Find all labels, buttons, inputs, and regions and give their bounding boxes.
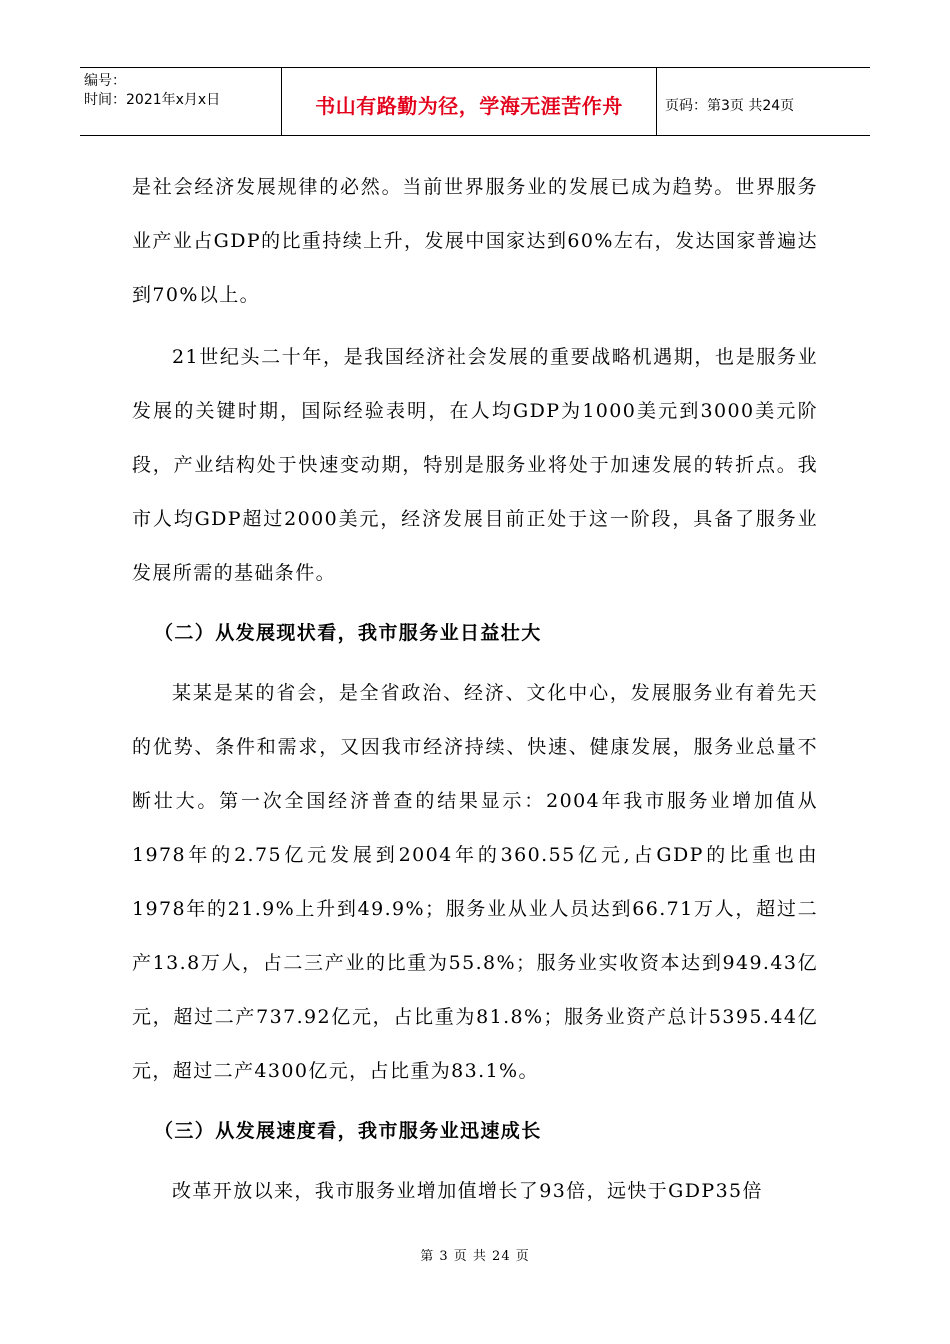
body-paragraph: 是社会经济发展规律的必然。当前世界服务业的发展已成为趋势。世界服务业产业占GDP的比重持续上升，发展中国家达到60%左右，发达国家普遍达到70%以上。 [132, 176, 818, 306]
body-paragraph: 某某是某的省会，是全省政治、经济、文化中心，发展服务业有着先天的优势、条件和需求，又因我市经济持续、快速、健康发展，服务业总量不断壮大。第一次全国经济普查的结果显示：2004年我市服务业增加值从1978年的2.75亿元发展到2004年的360.55亿元,占GDP的比重也由1978年的21.9%上升到49.9%；服务业从业人员达到66.71万人，超过二产13.8万人，占二三产业的比重为55.8%；服务业实收资本达到949.43亿元，超过二产737.92亿元，占比重为81.8%；服务业资产总计5395.44亿元，超过二产4300亿元，占比重为83.1%。 [132, 682, 818, 1082]
document-date-label: 时间：2021年x月x日 [84, 92, 221, 108]
section-heading: （三）从发展速度看，我市服务业迅速成长 [154, 1120, 542, 1142]
document-header [80, 67, 870, 136]
header-motto: 书山有路勤为径，学海无涯苦作舟 [282, 68, 657, 135]
header-page-info: 页码：第3页 共24页 [665, 97, 795, 114]
document-number-label: 编号： [84, 73, 126, 89]
page-footer: 第 3 页 共 24 页 [420, 1249, 530, 1264]
header-meta-cell [80, 68, 282, 135]
document-body [132, 160, 818, 1218]
body-paragraph: 21世纪头二十年，是我国经济社会发展的重要战略机遇期，也是服务业发展的关键时期，国际经验表明，在人均GDP为1000美元到3000美元阶段，产业结构处于快速变动期，特别是服务业将处于加速发展的转折点。我市人均GDP超过2000美元，经济发展目前正处于这一阶段，具备了服务业发展所需的基础条件。 [132, 346, 818, 584]
body-paragraph: 改革开放以来，我市服务业增加值增长了93倍，远快于GDP35倍 [172, 1180, 763, 1202]
section-heading: （二）从发展现状看，我市服务业日益壮大 [154, 622, 542, 644]
